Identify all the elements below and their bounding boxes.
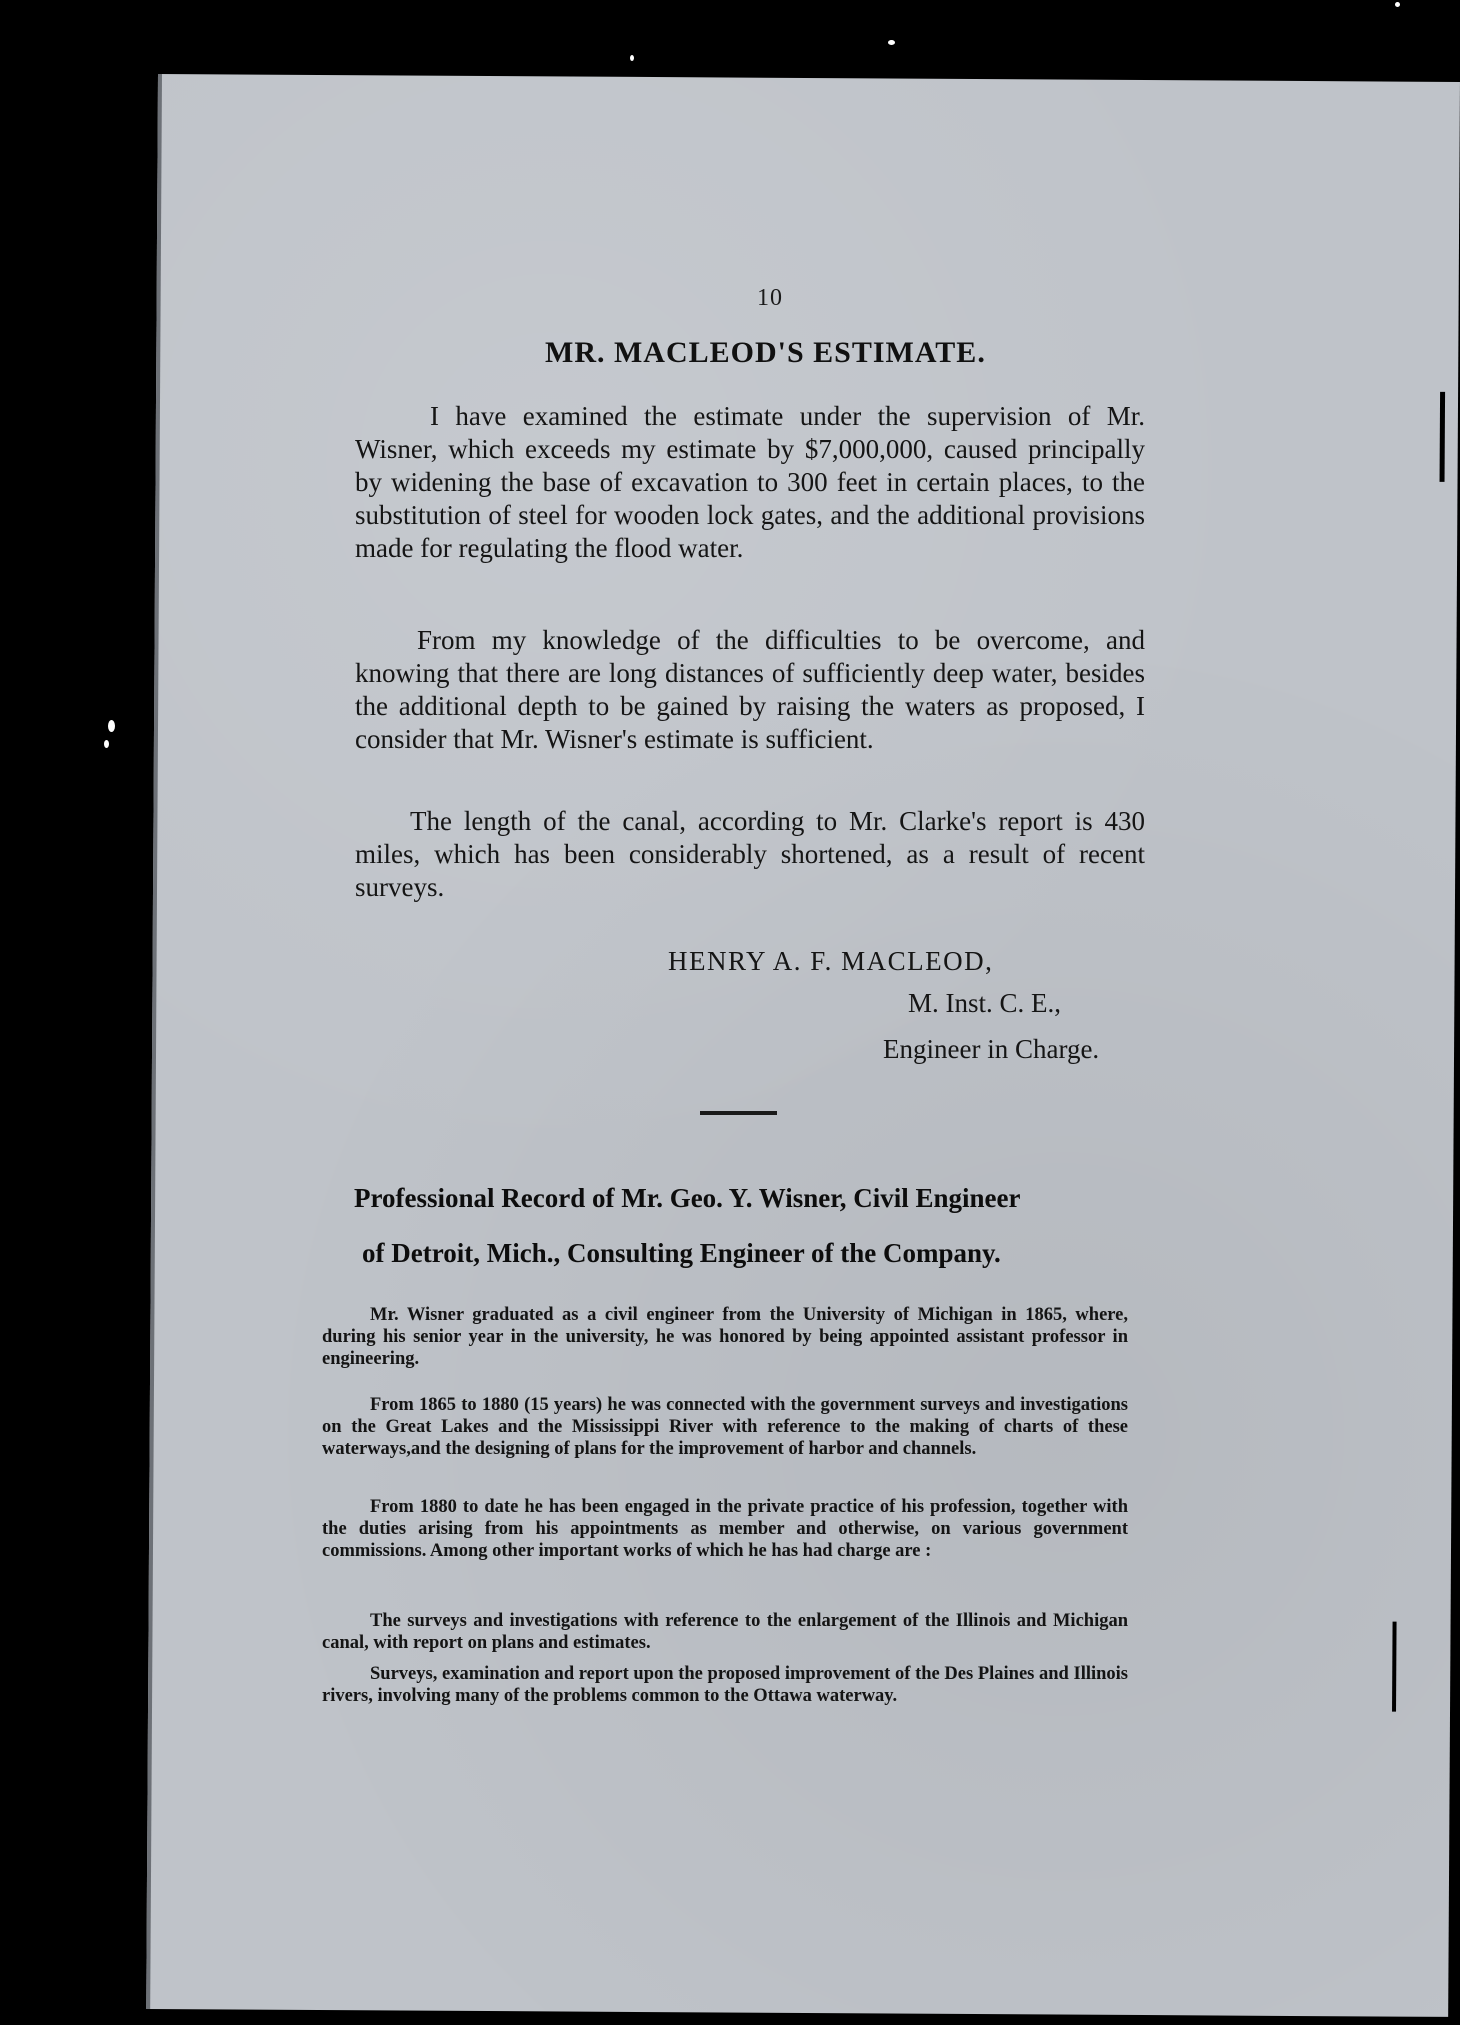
record-paragraph-3: From 1880 to date he has been engaged in the private practice of his profession, together with the duties arising from his appointments as member and otherwise, on various government commissions. Among other important works of which he has had charge are :	[322, 1497, 1128, 1561]
film-speck	[888, 40, 895, 45]
film-speck	[1395, 2, 1400, 7]
film-speck	[108, 720, 115, 732]
estimate-paragraph-1: I have examined the estimate under the supervision of Mr. Wisner, which exceeds my estimate by $7,000,000, caused principally by widening the base of excavation to 300 feet in certain places, to the substitution of steel for wooden lock gates, and the additional provisions made for regulating the flood water.	[355, 401, 1145, 563]
section-divider	[700, 1111, 777, 1115]
signature-credentials: M. Inst. C. E.,	[908, 988, 1062, 1018]
edge-mark	[1440, 392, 1446, 482]
record-heading-line-2: of Detroit, Mich., Consulting Engineer of the Company.	[362, 1238, 1001, 1268]
page-number: 10	[757, 285, 783, 311]
estimate-paragraph-3: The length of the canal, according to Mr. Clarke's report is 430 miles, which has been considerably shortened, as a result of recent surveys.	[355, 806, 1145, 902]
signature-name: HENRY A. F. MACLEOD,	[668, 946, 994, 976]
record-paragraph-5: Surveys, examination and report upon the proposed improvement of the Des Plaines and Illinois rivers, involving many of the problems common to the Ottawa waterway.	[322, 1664, 1128, 1706]
film-speck	[630, 55, 634, 61]
record-paragraph-1: Mr. Wisner graduated as a civil engineer from the University of Michigan in 1865, where, during his senior year in the university, he was honored by being appointed assistant professor in engineering.	[322, 1305, 1128, 1369]
estimate-paragraph-2: From my knowledge of the difficulties to be overcome, and knowing that there are long distances of sufficiently deep water, besides the additional depth to be gained by raising the waters as proposed, I consider that Mr. Wisner's estimate is sufficient.	[355, 625, 1145, 754]
page-title: MR. MACLEOD'S ESTIMATE.	[545, 336, 986, 369]
record-heading-line-1: Professional Record of Mr. Geo. Y. Wisner, Civil Engineer	[354, 1183, 1021, 1213]
signature-role: Engineer in Charge.	[883, 1034, 1100, 1064]
record-paragraph-4: The surveys and investigations with reference to the enlargement of the Illinois and Michigan canal, with report on plans and estimates.	[322, 1611, 1128, 1653]
edge-mark	[1392, 1622, 1397, 1712]
film-speck	[104, 740, 109, 748]
record-paragraph-2: From 1865 to 1880 (15 years) he was connected with the government surveys and investigations on the Great Lakes and the Mississippi River with reference to the making of charts of these waterways,and the designing of plans for the improvement of harbor and channels.	[322, 1395, 1128, 1459]
